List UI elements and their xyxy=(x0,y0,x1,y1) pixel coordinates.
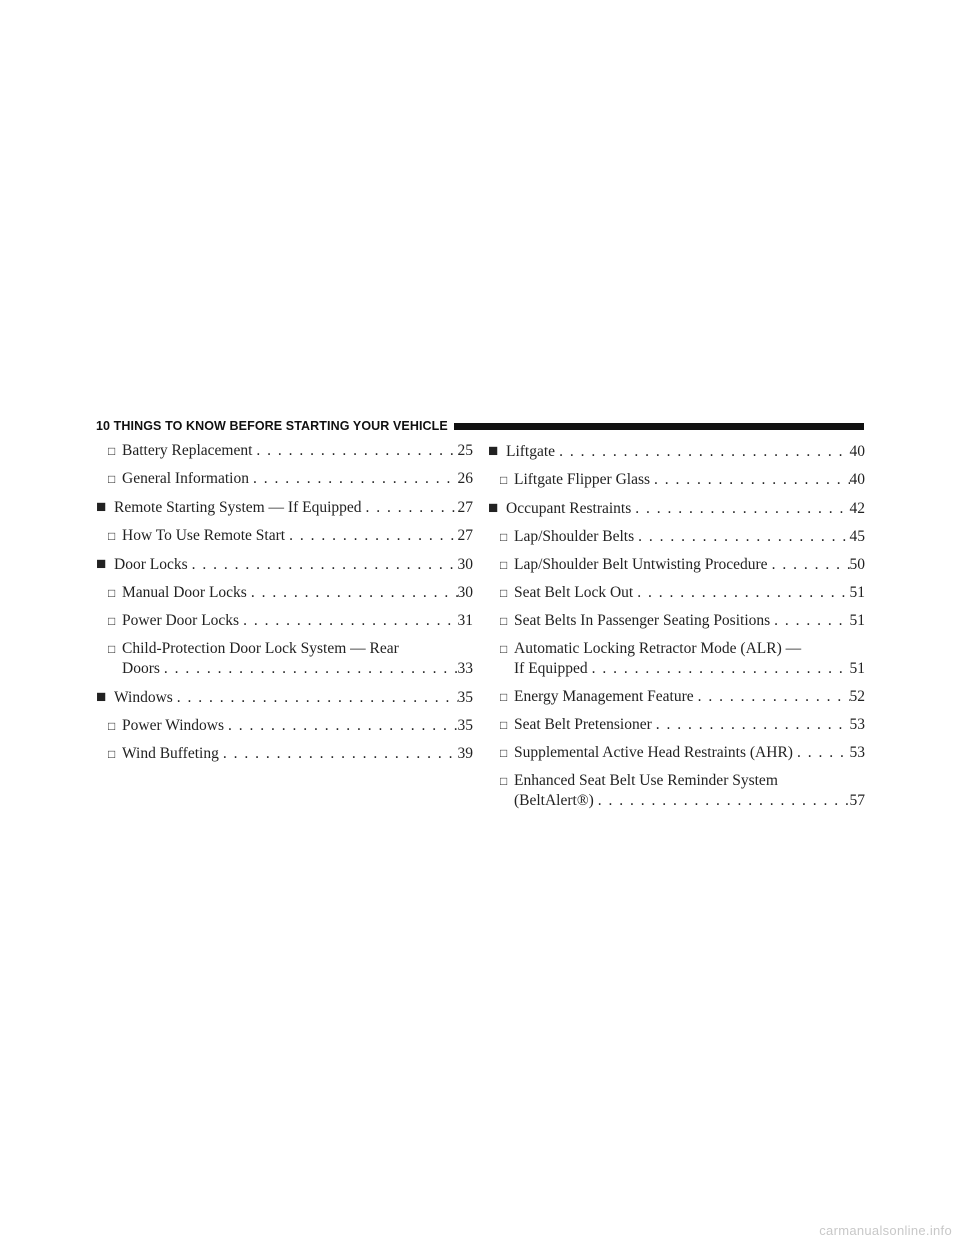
dot-leader xyxy=(594,791,850,811)
page-header-title: 10 THINGS TO KNOW BEFORE STARTING YOUR VEHICLE xyxy=(96,419,448,433)
toc-subentry[interactable] xyxy=(96,639,473,679)
toc-subentry[interactable] xyxy=(488,687,865,707)
dot-leader xyxy=(631,499,849,519)
toc-page-number: 45 xyxy=(849,528,865,545)
toc-entry[interactable] xyxy=(96,554,473,575)
page-header xyxy=(96,418,864,434)
header-rule xyxy=(454,423,864,430)
open-square-bullet-icon: □ xyxy=(500,614,508,628)
dot-leader xyxy=(252,441,457,461)
toc-entry-title: Liftgate xyxy=(506,443,556,460)
open-square-bullet-icon: □ xyxy=(108,614,116,628)
dot-leader xyxy=(634,527,849,547)
toc-subentry[interactable] xyxy=(96,526,473,546)
toc-page-number: 26 xyxy=(457,470,473,487)
toc-entry-title: If Equipped xyxy=(514,660,588,677)
dot-leader xyxy=(768,555,850,575)
filled-square-bullet-icon: ■ xyxy=(488,441,499,460)
toc-subentry[interactable] xyxy=(96,583,473,603)
dot-leader xyxy=(247,583,458,603)
toc-column-left xyxy=(96,441,473,772)
toc-page-number: 53 xyxy=(849,716,865,733)
toc-page-number: 30 xyxy=(457,584,473,601)
toc-page-number: 25 xyxy=(457,442,473,459)
filled-square-bullet-icon: ■ xyxy=(96,687,107,706)
toc-entry-title: Remote Starting System — If Equipped xyxy=(114,499,362,516)
watermark: carmanualsonline.info xyxy=(819,1223,952,1238)
filled-square-bullet-icon: ■ xyxy=(96,554,107,573)
toc-entry-title: Lap/Shoulder Belts xyxy=(514,528,635,545)
dot-leader xyxy=(173,688,458,708)
open-square-bullet-icon: □ xyxy=(500,473,508,487)
toc-page-number: 27 xyxy=(457,499,473,516)
toc-subentry[interactable] xyxy=(488,771,865,811)
dot-leader xyxy=(239,611,457,631)
open-square-bullet-icon: □ xyxy=(500,558,508,572)
toc-entry[interactable] xyxy=(96,497,473,518)
toc-page-number: 40 xyxy=(849,443,865,460)
toc-page-number: 39 xyxy=(457,745,473,762)
dot-leader xyxy=(650,470,849,490)
toc-subentry[interactable] xyxy=(488,743,865,763)
dot-leader xyxy=(160,659,458,679)
toc-subentry[interactable] xyxy=(96,716,473,736)
toc-entry-title: Enhanced Seat Belt Use Reminder System xyxy=(514,772,778,789)
toc-page-number: 52 xyxy=(849,688,865,705)
open-square-bullet-icon: □ xyxy=(108,472,116,486)
toc-page-number: 35 xyxy=(457,717,473,734)
open-square-bullet-icon: □ xyxy=(108,586,116,600)
dot-leader xyxy=(188,555,458,575)
open-square-bullet-icon: □ xyxy=(500,774,508,788)
dot-leader xyxy=(652,715,850,735)
toc-page-number: 31 xyxy=(457,612,473,629)
toc-page-number: 42 xyxy=(849,500,865,517)
open-square-bullet-icon: □ xyxy=(108,719,116,733)
toc-page-number: 53 xyxy=(849,744,865,761)
filled-square-bullet-icon: ■ xyxy=(96,497,107,516)
toc-subentry[interactable] xyxy=(96,611,473,631)
toc-entry-title: Battery Replacement xyxy=(122,442,253,459)
toc-subentry[interactable] xyxy=(488,583,865,603)
toc-entry-title: General Information xyxy=(122,470,249,487)
dot-leader xyxy=(219,744,458,764)
toc-entry-title: Occupant Restraints xyxy=(506,500,632,517)
dot-leader xyxy=(362,498,458,518)
toc-entry-title: Wind Buffeting xyxy=(122,745,219,762)
toc-subentry[interactable] xyxy=(96,744,473,764)
toc-entry-title: Automatic Locking Retractor Mode (ALR) — xyxy=(514,640,802,657)
toc-subentry[interactable] xyxy=(488,715,865,735)
dot-leader xyxy=(793,743,850,763)
filled-square-bullet-icon: ■ xyxy=(488,498,499,517)
toc-entry-title: Seat Belt Pretensioner xyxy=(514,716,652,733)
dot-leader xyxy=(285,526,457,546)
toc-column-right xyxy=(488,441,865,819)
toc-entry-title: (BeltAlert®) xyxy=(514,792,594,809)
toc-subentry[interactable] xyxy=(488,555,865,575)
toc-page-number: 51 xyxy=(849,660,865,677)
toc-entry-title: Energy Management Feature xyxy=(514,688,694,705)
toc-page-number: 35 xyxy=(457,689,473,706)
toc-subentry[interactable] xyxy=(96,469,473,489)
toc-subentry[interactable] xyxy=(488,470,865,490)
open-square-bullet-icon: □ xyxy=(500,690,508,704)
toc-entry-title: Seat Belts In Passenger Seating Positions xyxy=(514,612,771,629)
dot-leader xyxy=(770,611,849,631)
toc-subentry[interactable] xyxy=(488,527,865,547)
toc-page-number: 51 xyxy=(849,584,865,601)
toc-entry-title: Door Locks xyxy=(114,556,188,573)
dot-leader xyxy=(249,469,458,489)
open-square-bullet-icon: □ xyxy=(500,530,508,544)
open-square-bullet-icon: □ xyxy=(108,529,116,543)
dot-leader xyxy=(588,659,850,679)
dot-leader xyxy=(633,583,849,603)
toc-page-number: 27 xyxy=(457,527,473,544)
open-square-bullet-icon: □ xyxy=(500,586,508,600)
open-square-bullet-icon: □ xyxy=(108,747,116,761)
toc-entry-title: Lap/Shoulder Belt Untwisting Procedure xyxy=(514,556,768,573)
dot-leader xyxy=(555,442,849,462)
toc-page-number: 40 xyxy=(849,471,865,488)
toc-entry-title: Power Windows xyxy=(122,717,224,734)
toc-entry-title: Windows xyxy=(114,689,173,706)
open-square-bullet-icon: □ xyxy=(500,642,508,656)
open-square-bullet-icon: □ xyxy=(500,718,508,732)
toc-entry-title: Manual Door Locks xyxy=(122,584,247,601)
toc-page-number: 50 xyxy=(849,556,865,573)
toc-entry-title: Doors xyxy=(122,660,160,677)
toc-page-number: 33 xyxy=(457,660,473,677)
toc-entry-title: Liftgate Flipper Glass xyxy=(514,471,651,488)
toc-page-number: 57 xyxy=(849,792,865,809)
toc-subentry[interactable] xyxy=(96,441,473,461)
toc-entry-title: How To Use Remote Start xyxy=(122,527,286,544)
toc-entry-title: Child-Protection Door Lock System — Rear xyxy=(122,640,399,657)
toc-entry[interactable] xyxy=(488,498,865,519)
toc-page-number: 51 xyxy=(849,612,865,629)
toc-entry-title: Power Door Locks xyxy=(122,612,240,629)
toc-entry[interactable] xyxy=(488,441,865,462)
dot-leader xyxy=(694,687,850,707)
open-square-bullet-icon: □ xyxy=(500,746,508,760)
toc-entry[interactable] xyxy=(96,687,473,708)
dot-leader xyxy=(224,716,458,736)
open-square-bullet-icon: □ xyxy=(108,444,116,458)
toc-entry-title: Supplemental Active Head Restraints (AHR) xyxy=(514,744,793,761)
toc-page-number: 30 xyxy=(457,556,473,573)
toc-entry-title: Seat Belt Lock Out xyxy=(514,584,634,601)
toc-subentry[interactable] xyxy=(488,639,865,679)
toc-subentry[interactable] xyxy=(488,611,865,631)
open-square-bullet-icon: □ xyxy=(108,642,116,656)
